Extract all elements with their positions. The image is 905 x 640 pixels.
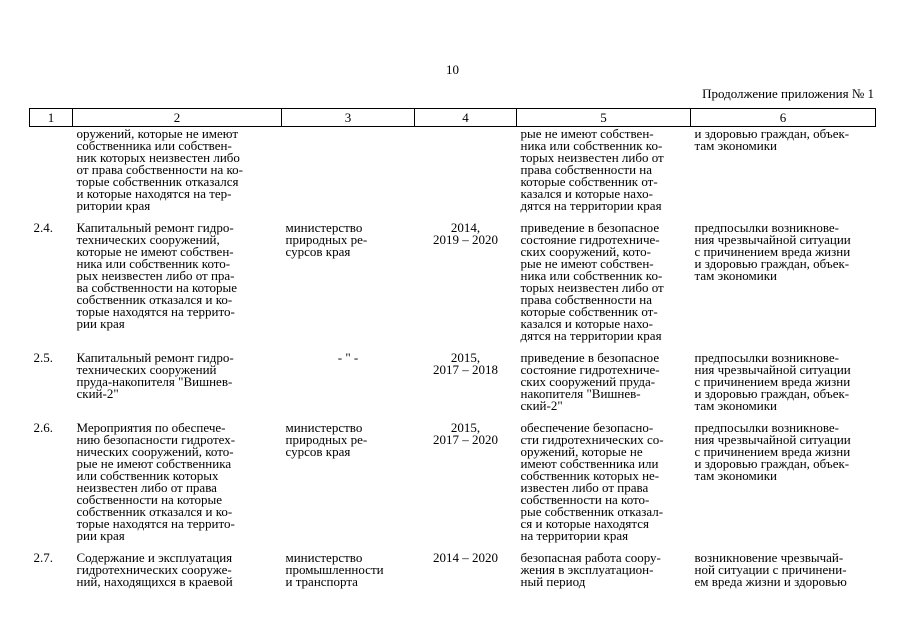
row-name: Капитальный ремонт гидро- технических сооружений пруда-накопителя "Вишнев- ский-2"	[76, 350, 234, 401]
header-col-3: 3	[282, 109, 415, 127]
header-col-2: 2	[73, 109, 282, 127]
row-years: 2014, 2019 – 2020	[433, 220, 498, 247]
row-number: 2.4.	[33, 220, 53, 235]
header-col-1: 1	[30, 109, 73, 127]
table-row	[30, 420, 876, 550]
row-risk: предпосылки возникнове- ния чрезвычайной ситуации с причинением вреда жизни и здоровью граждан, объек- там экономики	[694, 350, 851, 413]
row-executor: министерство природных ре- сурсов края	[285, 420, 368, 459]
row-result: обеспечение безопасно- сти гидротехнических со- оружений, которые не имеют собственника или собственник которых не- известен либо от права собственности на кото- рые собственник отказал- ся и которые находятся на территории края	[520, 420, 664, 543]
row-number: 2.5.	[33, 350, 53, 365]
row-risk: возникновение чрезвычай- ной ситуации с причинени- ем вреда жизни и здоровью	[694, 550, 847, 589]
row-result: приведение в безопасное состояние гидротехниче- ских сооружений пруда- накопителя "Вишнев- ский-2"	[520, 350, 660, 413]
header-col-4: 4	[415, 109, 517, 127]
header-col-5: 5	[517, 109, 691, 127]
table-row	[30, 127, 876, 221]
row-result: рые не имеют собствен- ника или собственник ко- торых неизвестен либо от права собственности на которые собственник от- казался и которые нахо- дятся на территории края	[520, 126, 664, 213]
row-name: Капитальный ремонт гидро- технических сооружений, которые не имеют собствен- ника или собственник кото- рых неизвестен либо от пра- ва собственности на которые собственник отказался и ко- торые находятся на террито- рии края	[76, 220, 238, 331]
table-row	[30, 350, 876, 420]
row-name: Содержание и эксплуатация гидротехнических сооруже- ний, находящихся в краевой	[76, 550, 233, 589]
row-result: приведение в безопасное состояние гидротехниче- ских сооружений, кото- рые не имеют собствен- ника или собственник ко- торых неизвестен либо от права собственности на которые собственник от- казался и которые нахо- дятся на территории края	[520, 220, 664, 343]
row-risk: и здоровью граждан, объек- там экономики	[694, 126, 850, 153]
row-result: безопасная работа соору- жения в эксплуатацион- ный период	[520, 550, 661, 589]
row-years: 2015, 2017 – 2018	[433, 350, 498, 377]
appendix-table	[29, 108, 876, 588]
row-executor: министерство природных ре- сурсов края	[285, 220, 368, 259]
row-risk: предпосылки возникнове- ния чрезвычайной ситуации с причинением вреда жизни и здоровью граждан, объек- там экономики	[694, 220, 851, 283]
row-executor: - " -	[337, 350, 359, 365]
table-row	[30, 550, 876, 588]
page-number: 10	[446, 62, 459, 77]
header-col-6: 6	[691, 109, 876, 127]
row-name: оружений, которые не имеют собственника или собствен- ник которых неизвестен либо от права собственности на ко- торые собственник отказался и которые находятся на тер- ритории края	[76, 126, 243, 213]
row-name: Мероприятия по обеспече- нию безопасности гидротех- нических сооружений, кото- рые не имеют собственника или собственник которых неизвестен либо от права собственности на которые собственник отказался и ко- торые находятся на террито- рии края	[76, 420, 236, 543]
row-number: 2.6.	[33, 420, 53, 435]
row-risk: предпосылки возникнове- ния чрезвычайной ситуации с причинением вреда жизни и здоровью граждан, объек- там экономики	[694, 420, 851, 483]
continuation-label: Продолжение приложения № 1	[702, 86, 874, 101]
row-years: 2014 – 2020	[433, 550, 498, 565]
header-row	[30, 109, 876, 127]
row-years: 2015, 2017 – 2020	[433, 420, 498, 447]
row-executor: министерство промышленности и транспорта	[285, 550, 384, 589]
row-number: 2.7.	[33, 550, 53, 565]
table-row	[30, 220, 876, 350]
